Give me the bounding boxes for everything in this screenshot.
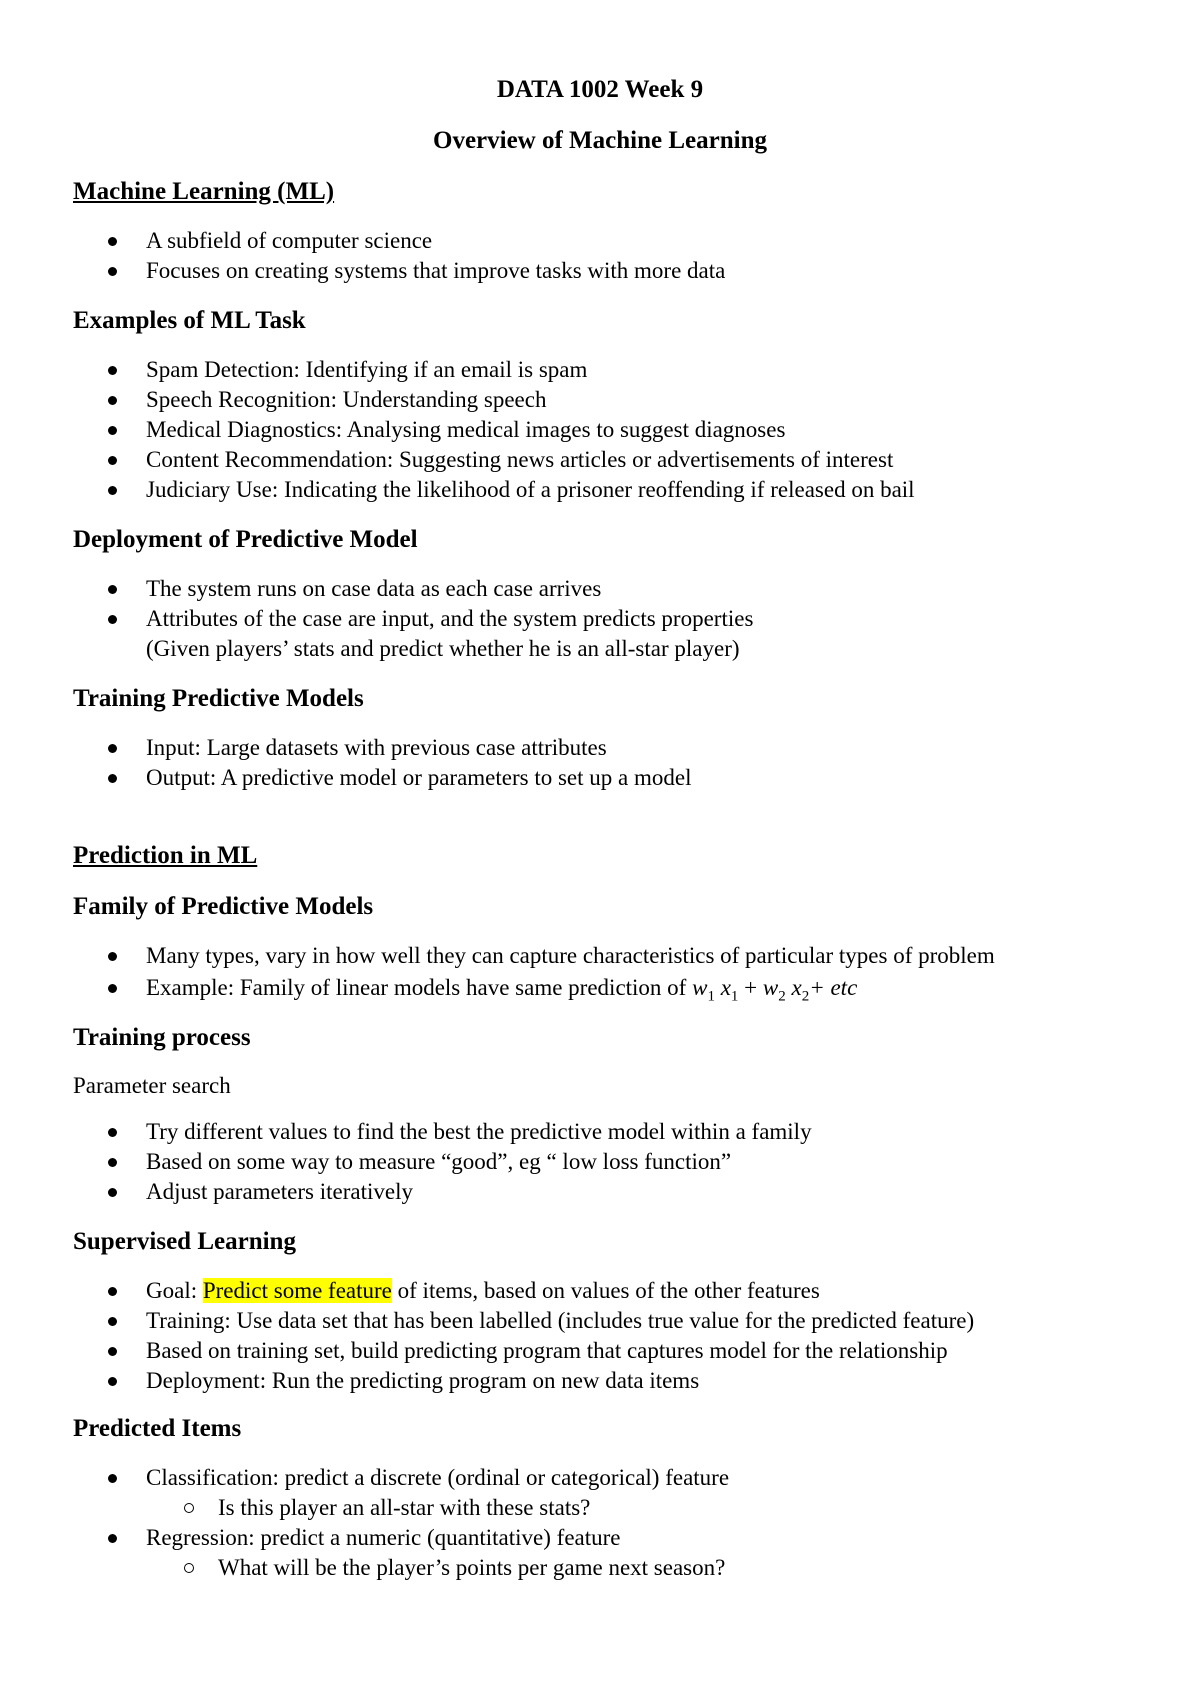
- list-supervised: [0, 1276, 974, 1396]
- list-examples: [0, 355, 915, 505]
- bullet-icon: [108, 952, 117, 961]
- list-item: Many types, vary in how well they can capture characteristics of particular types of problem: [0, 941, 995, 971]
- bullet-icon: [108, 984, 117, 993]
- heading-training-process: Training process: [73, 1024, 251, 1051]
- bullet-icon: [108, 366, 117, 375]
- heading-deployment: Deployment of Predictive Model: [73, 526, 418, 553]
- list-item: Based on some way to measure “good”, eg “ low loss function”: [0, 1147, 812, 1177]
- list-machine-learning: [0, 226, 725, 286]
- list-item: The system runs on case data as each case arrives: [0, 574, 753, 604]
- list-item: Training: Use data set that has been labelled (includes true value for the predicted feature): [0, 1306, 974, 1336]
- document-title: DATA 1002 Week 9: [496, 76, 704, 103]
- list-item: Spam Detection: Identifying if an email is spam: [0, 355, 915, 385]
- list-item: Judiciary Use: Indicating the likelihood of a prisoner reoffending if released on bail: [0, 475, 915, 505]
- bullet-icon: [108, 1534, 117, 1543]
- heading-supervised: Supervised Learning: [73, 1228, 296, 1255]
- bullet-icon: [108, 1377, 117, 1386]
- bullet-icon: [108, 426, 117, 435]
- list-item: Focuses on creating systems that improve tasks with more data: [0, 256, 725, 286]
- list-item-continuation: (Given players’ stats and predict whether he is an all-star player): [146, 636, 740, 661]
- list-family: [0, 941, 995, 1005]
- bullet-icon: [108, 615, 117, 624]
- sub-list-item: What will be the player’s points per game next season?: [0, 1553, 729, 1583]
- list-item: Try different values to find the best the predictive model within a family: [0, 1117, 812, 1147]
- sub-list-item: Is this player an all-star with these stats?: [0, 1493, 729, 1523]
- list-item: Input: Large datasets with previous case attributes: [0, 733, 691, 763]
- circle-bullet-icon: [184, 1503, 194, 1513]
- list-item: Attributes of the case are input, and the system predicts properties: [0, 604, 753, 634]
- heading-training-models: Training Predictive Models: [73, 685, 364, 712]
- bullet-icon: [108, 1158, 117, 1167]
- circle-bullet-icon: [184, 1563, 194, 1573]
- parameter-search-text: Parameter search: [73, 1073, 231, 1098]
- list-item: Regression: predict a numeric (quantitative) feature: [0, 1523, 729, 1553]
- heading-examples: Examples of ML Task: [73, 307, 306, 334]
- list-item: Content Recommendation: Suggesting news articles or advertisements of interest: [0, 445, 915, 475]
- bullet-icon: [108, 1128, 117, 1137]
- bullet-icon: [108, 585, 117, 594]
- list-item: Adjust parameters iteratively: [0, 1177, 812, 1207]
- highlighted-text: Predict some feature: [202, 1278, 392, 1303]
- bullet-icon: [108, 486, 117, 495]
- heading-machine-learning: Machine Learning (ML): [73, 178, 335, 205]
- list-item: Goal: Predict some feature of items, based on values of the other features: [0, 1276, 974, 1306]
- bullet-icon: [108, 396, 117, 405]
- bullet-icon: [108, 744, 117, 753]
- heading-predicted-items: Predicted Items: [73, 1415, 242, 1442]
- bullet-icon: [108, 1347, 117, 1356]
- heading-family: Family of Predictive Models: [73, 893, 374, 920]
- list-predicted-items: [0, 1463, 729, 1583]
- bullet-icon: [108, 456, 117, 465]
- list-item: Speech Recognition: Understanding speech: [0, 385, 915, 415]
- linear-formula: $w_1$ $x_1 + w_2$ $x_2+$ etc: [692, 975, 858, 1005]
- bullet-icon: [108, 237, 117, 246]
- bullet-icon: [108, 1287, 117, 1296]
- bullet-icon: [108, 1474, 117, 1483]
- list-item: Classification: predict a discrete (ordinal or categorical) feature: [0, 1463, 729, 1493]
- list-training-models: [0, 733, 691, 793]
- document-subtitle: Overview of Machine Learning: [433, 127, 767, 154]
- list-item: Example: Family of linear models have same prediction of $w_1$ $x_1 + w_2$ $x_2+$ etc: [0, 971, 995, 1005]
- heading-prediction: Prediction in ML: [73, 842, 258, 869]
- bullet-icon: [108, 267, 117, 276]
- bullet-icon: [108, 774, 117, 783]
- list-item: Medical Diagnostics: Analysing medical images to suggest diagnoses: [0, 415, 915, 445]
- list-item: Based on training set, build predicting program that captures model for the relationship: [0, 1336, 974, 1366]
- list-training-process: [0, 1117, 812, 1207]
- list-item: Output: A predictive model or parameters to set up a model: [0, 763, 691, 793]
- bullet-icon: [108, 1317, 117, 1326]
- list-item: A subfield of computer science: [0, 226, 725, 256]
- bullet-icon: [108, 1188, 117, 1197]
- list-item: Deployment: Run the predicting program on new data items: [0, 1366, 974, 1396]
- list-deployment: [0, 574, 753, 664]
